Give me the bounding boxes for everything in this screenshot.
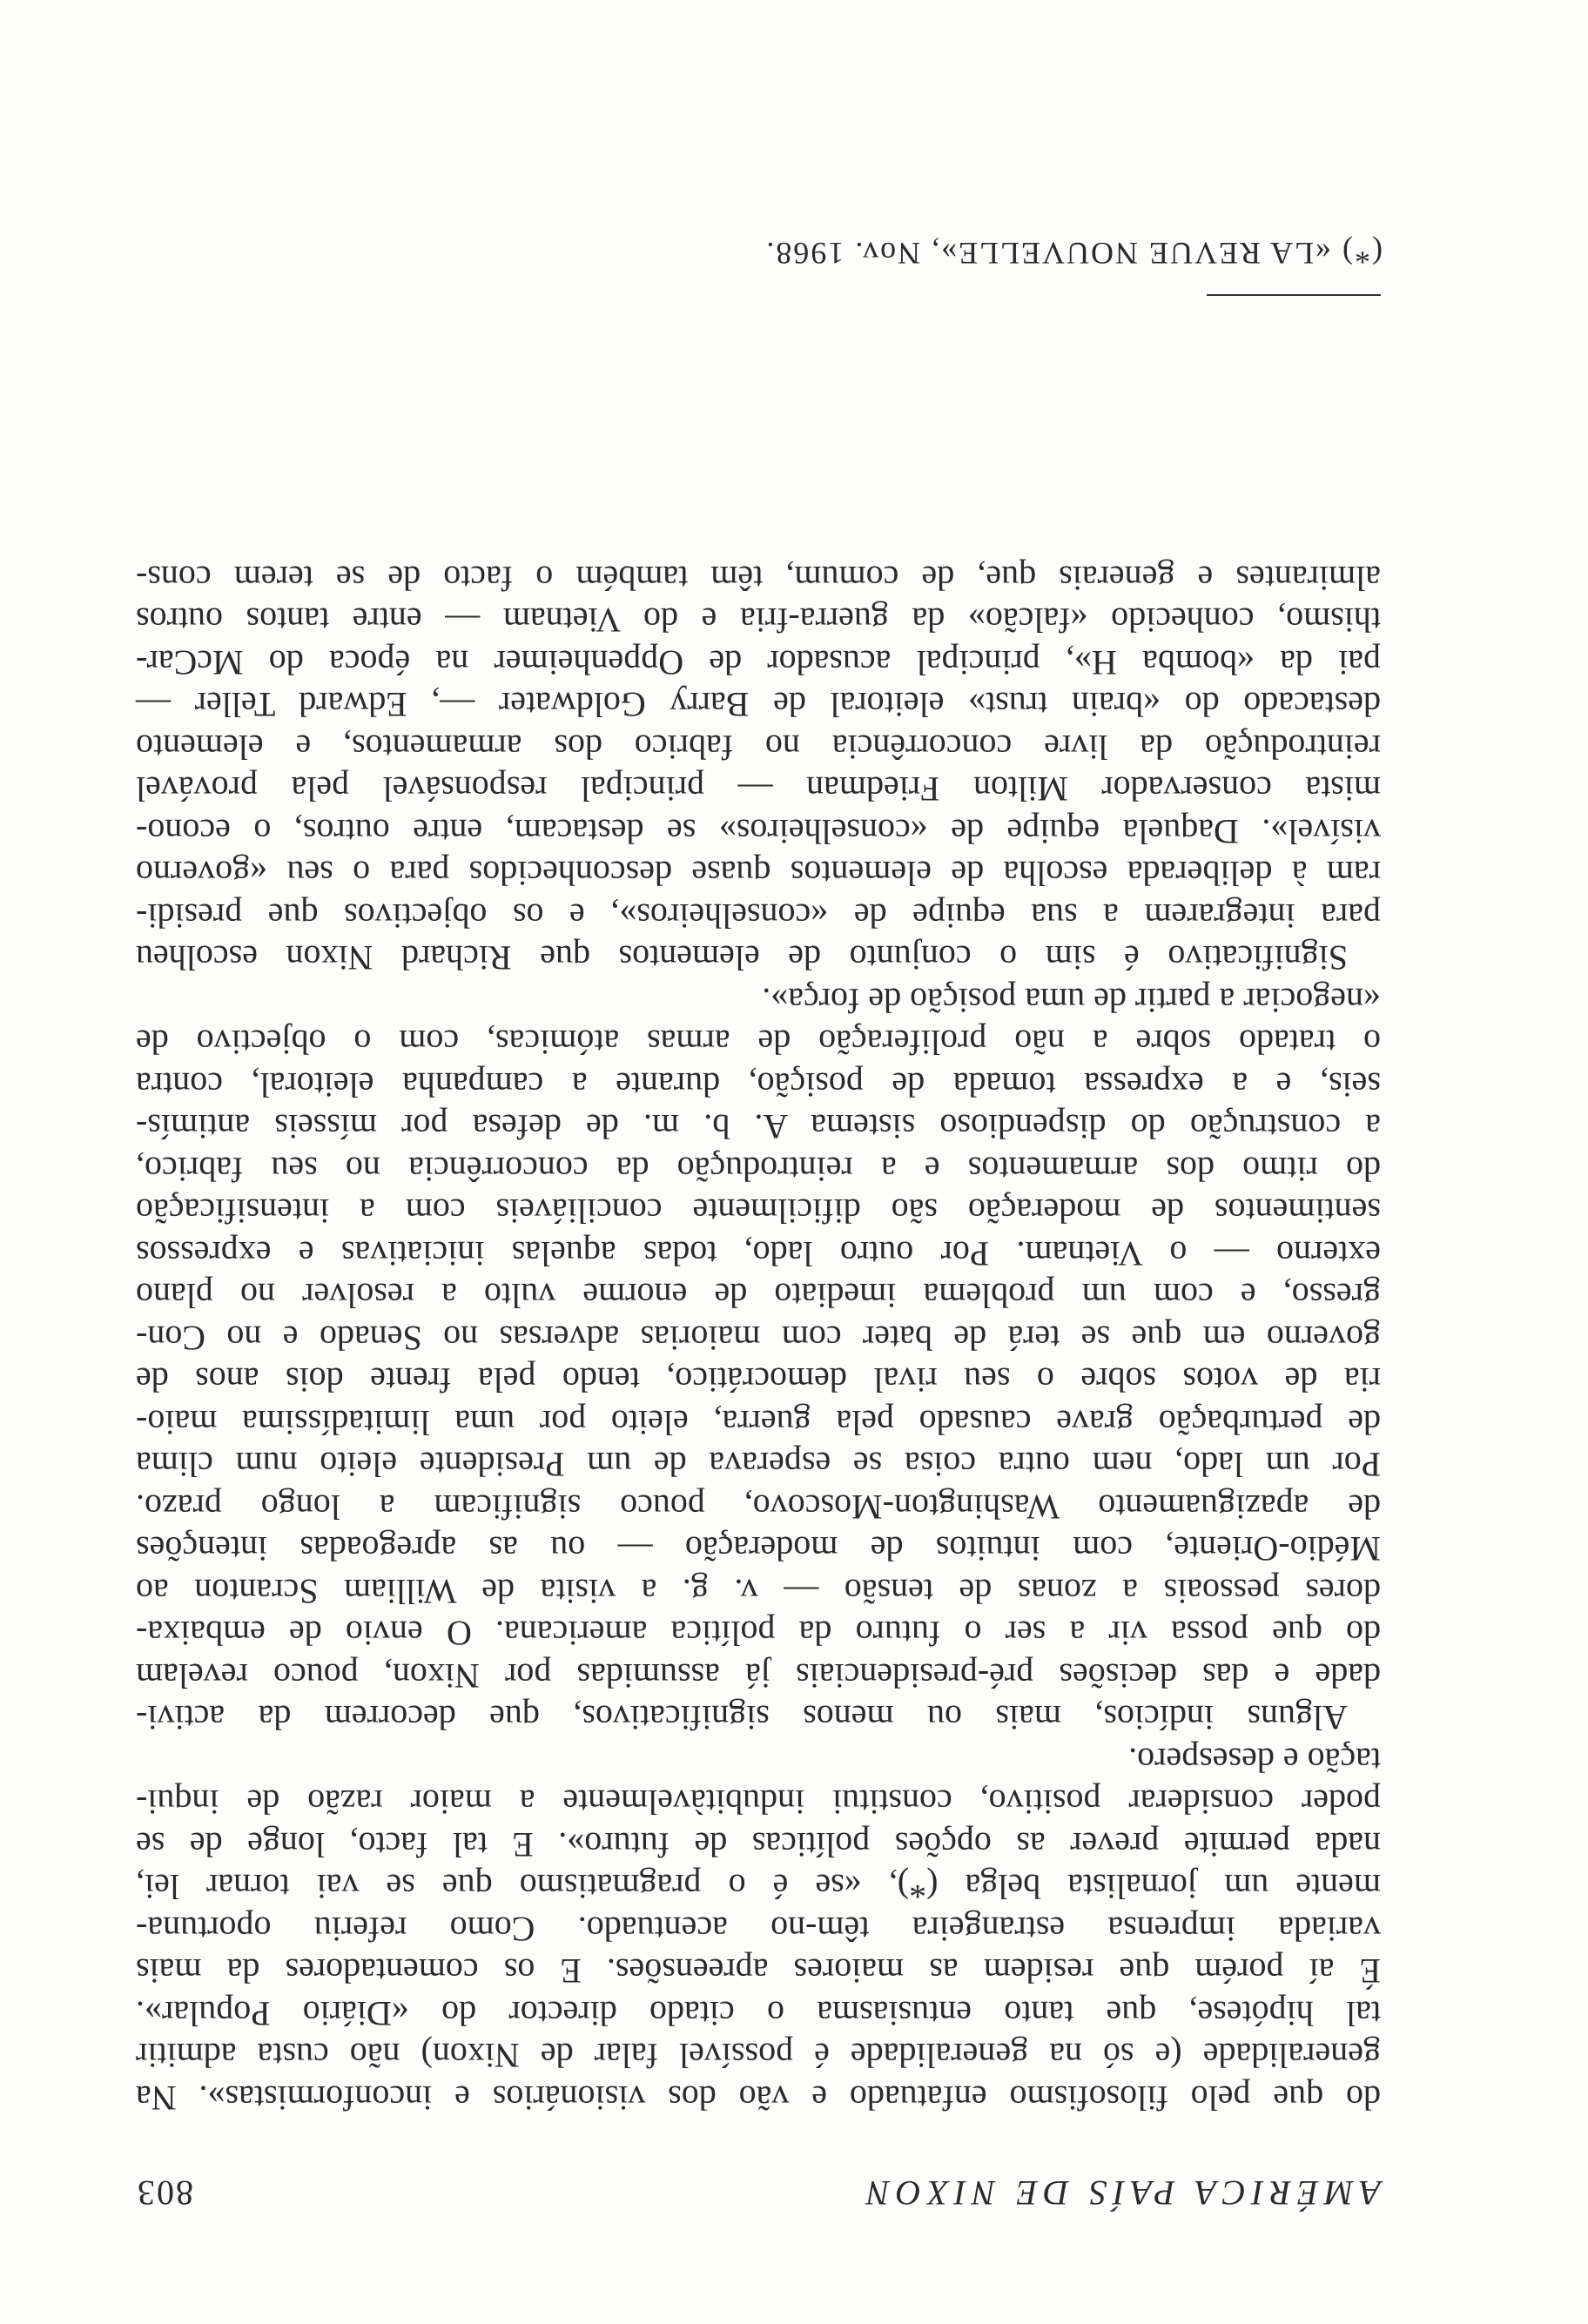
- text-line: tal hipótese, que tanto entusiasma o citado director do «Diário Popular».: [136, 1994, 1381, 2033]
- text-line: externo — o Vietnam. Por outro lado, todas aquelas iniciativas e expressos: [136, 1234, 1381, 1273]
- text-line: reintrodução da livre concorrência no fabrico dos armamentos, e elemento: [136, 728, 1381, 767]
- text-line: a construção do dispendioso sistema A. b. m. de defesa por mísseis antimís-: [136, 1107, 1381, 1147]
- footnote-rule: [1207, 294, 1381, 296]
- text-line: tação e desespero.: [1128, 1741, 1381, 1780]
- text-line: ram à deliberada escolha de elementos quase desconhecidos para o seu «governo: [136, 854, 1381, 894]
- text-line: de apaziguamento Washington-Moscovo, pouco significam a longo prazo.: [136, 1488, 1381, 1527]
- text-line: variada imprensa estrangeira têm-no acentuado. Como referiu oportuna-: [136, 1910, 1381, 1949]
- text-line: mista conservador Milton Friedman — principal responsável pela provável: [136, 769, 1381, 809]
- text-line: governo em que se terá de bater com maiorias adversas no Senado e no Con-: [136, 1319, 1381, 1358]
- text-line: de perturbação grave causado pela guerra, eleito por uma limitadíssima maio-: [136, 1403, 1381, 1442]
- text-line: do ritmo dos armamentos e a reintrodução da concorrência no seu fabrico,: [136, 1150, 1381, 1189]
- text-line: poder considerar positivo, constitui indubitàvelmente a maior razão de inqui-: [136, 1783, 1381, 1823]
- text-line: seis, e a expressa tomada de posição, durante a campanha eleitoral, contra: [136, 1065, 1381, 1105]
- text-line: generalidade (e só na generalidade é possível falar de Nixon) não custa admitir: [136, 2036, 1381, 2076]
- text-line: visível». Daquela equipe de «conselheiros» se destacam, entre outros, o econo-: [136, 812, 1381, 851]
- text-line: do que pelo filosofismo enfatuado e vão dos visionários e inconformistas». Na: [136, 2079, 1381, 2118]
- text-line: para integrarem a sua equipe de «conselheiros», e os objectivos que presidi-: [136, 897, 1381, 936]
- text-line: pai da «bomba H», principal acusador de Oppenheimer na época do McCar-: [136, 643, 1381, 682]
- text-line: dores pessoais a zonas de tensão — v. g. a visita de William Scranton ao: [136, 1572, 1381, 1611]
- text-line: «negociar a partir de uma posição de força».: [762, 981, 1381, 1020]
- text-line: mente um jornalista belga (*), «se é o pragmatismo que se vai tornar lei,: [136, 1867, 1381, 1907]
- page-number: 803: [136, 2173, 193, 2213]
- text-line: destacado do «brain trust» eleitoral de Barry Goldwater —, Edward Teller —: [136, 685, 1381, 725]
- text-line: thismo, conhecido «falcão» da guerra-fria e do Vietnam — entre tantos outros: [136, 601, 1381, 641]
- footnote: (*) «LA REVUE NOUVELLE», Nov. 1968.: [764, 236, 1383, 271]
- text-line: sentimentos de moderação são dificilmente conciliáveis com a intensificação: [136, 1192, 1381, 1232]
- text-line: Por um lado, nem outra coisa se esperava de um Presidente eleito num clima: [136, 1445, 1381, 1485]
- text-line: o tratado sobre a não proliferação de armas atómicas, com o objectivo de: [136, 1023, 1381, 1063]
- text-line: Significativo é sim o conjunto de elementos que Richard Nixon escolheu: [136, 938, 1348, 978]
- text-line: ria de votos sobre o seu rival democrático, tendo pela frente dois anos de: [136, 1360, 1381, 1400]
- text-line: almirantes e generais que, de comum, têm também o facto de se terem cons-: [136, 559, 1381, 598]
- running-header: [136, 2170, 1381, 2213]
- running-title: AMÉRICA PAÍS DE NIXON: [860, 2173, 1381, 2213]
- body-text: [136, 557, 1381, 2119]
- text-line: nada permite prever as opções políticas de futuro». E tal facto, longe de se: [136, 1825, 1381, 1864]
- text-line: dade e das decisões pré-presidenciais já assumidas por Nixon, pouco revelam: [136, 1656, 1381, 1696]
- text-line: É aí porém que residem as maiores apreensões. E os comentadores da mais: [136, 1951, 1381, 1992]
- text-line: Alguns indícios, mais ou menos significativos, que decorrem da activi-: [136, 1698, 1348, 1738]
- text-line: do que possa vir a ser o futuro da política americana. O envio de embaixa-: [136, 1614, 1381, 1654]
- text-line: gresso, e com um problema imediato de enorme vulto a resolver no plano: [136, 1276, 1381, 1316]
- text-line: Médio-Oriente, com intuitos de moderação — ou as apregoadas intenções: [136, 1529, 1381, 1569]
